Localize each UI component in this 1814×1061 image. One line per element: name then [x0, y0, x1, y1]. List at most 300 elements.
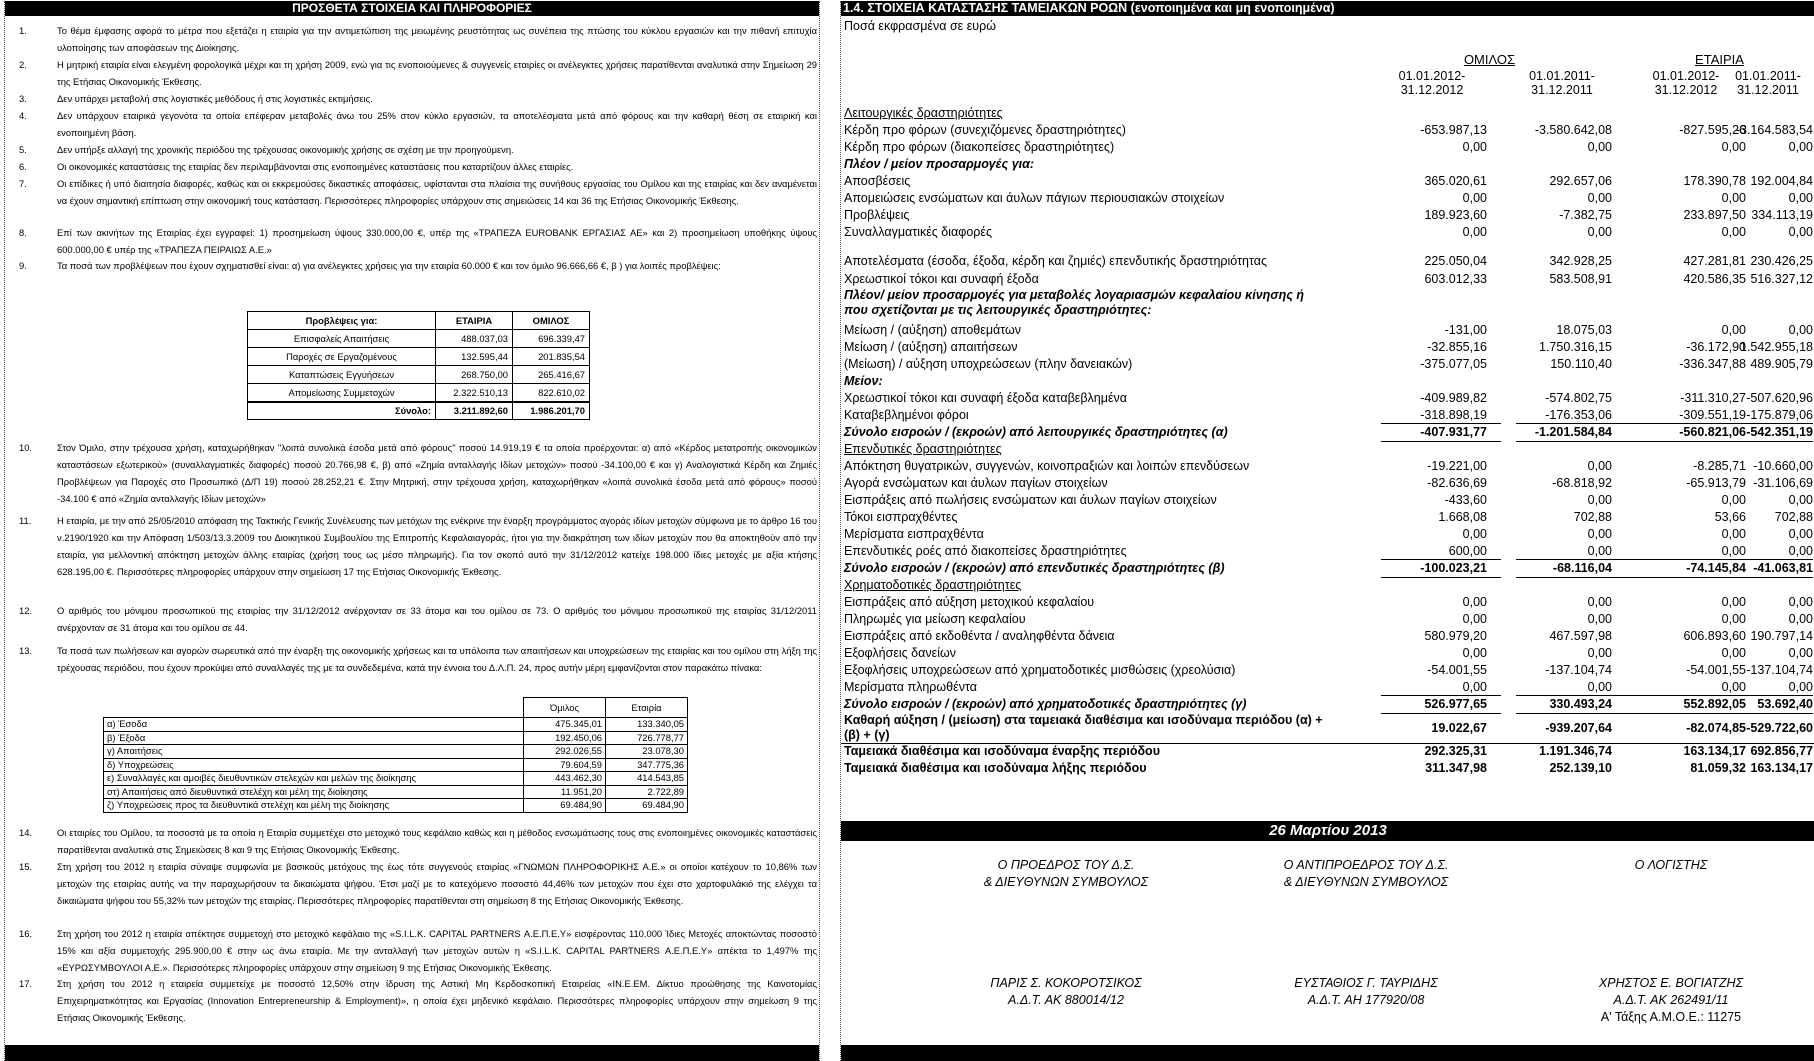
- cash-flow-value: 606.893,60: [1683, 629, 1746, 643]
- cash-flow-label: Χρεωστικοί τόκοι και συναφή έξοδα καταβεβλημένα: [844, 391, 1127, 405]
- note-number: 8.: [19, 227, 27, 238]
- cash-flow-value: 0,00: [1721, 595, 1746, 609]
- cash-flow-value: 163.134,17: [1750, 761, 1813, 775]
- cash-flow-value: -19.221,00: [1427, 459, 1487, 473]
- cash-flow-value: -433,60: [1444, 493, 1487, 507]
- total-rule: [1381, 423, 1501, 424]
- provisions-cell: 268.750,00: [436, 366, 513, 384]
- cash-flow-value: -507.620,96: [1746, 391, 1813, 405]
- cash-flow-row: [841, 458, 1814, 475]
- related-header-blank: [104, 698, 524, 718]
- note-number: 15.: [19, 861, 33, 872]
- cash-flow-value: 0,00: [1462, 191, 1487, 205]
- cash-flow-row: [841, 696, 1814, 713]
- related-cell: 23.078,30: [606, 745, 688, 759]
- cash-flow-value: 53,66: [1714, 510, 1746, 524]
- cash-flow-row: [841, 322, 1814, 339]
- provisions-header: ΕΤΑΙΡΙΑ: [436, 312, 513, 330]
- related-row: [104, 772, 688, 786]
- note-text: Στον Όμιλο, στην τρέχουσα χρήση, καταχωρήθηκαν "λοιπά συνολικά έσοδα μετά από φόρους" ποσού 14.919,19 € τα οποία προέρχονται: α) από «Κέρδος μετατροπής οικονομικών καταστάσεων εξωτερικού» (συναλλαγματικές διαφορές) ποσού 20.766,98 €, β) από «Ζημία ανταλλαγής Ιδίων μετοχών» ποσού -34.100,00 € και γ) Αναλογιστικά Κέρδη και Ζημιές Προβλέψεων για Παροχές στο Προσωπικό (Δ/Π 19) ποσού 28.252,21 €. Στην Μητρική, στην τρέχουσα χρήση, καταχωρήθηκαν «λοιπά συνολικά έσοδα μετά από φόρους» ποσού -34.100 € από «Ζημία ανταλλαγής Ιδίων μετοχών»: [57, 442, 817, 504]
- cash-flow-label: Σύνολο εισροών / (εκροών) από λειτουργικές δραστηριότητες (α): [844, 425, 1228, 439]
- provisions-row: [248, 384, 590, 402]
- provisions-row: [248, 366, 590, 384]
- cash-flow-row: [841, 475, 1814, 492]
- cash-flow-value: -137.104,74: [1746, 663, 1813, 677]
- related-cell: 347.775,36: [606, 758, 688, 772]
- cash-flow-label: Καθαρή αύξηση / (μείωση) στα ταμειακά διαθέσιμα και ισοδύναμα περιόδου (α) + (β) + (γ): [844, 713, 1323, 742]
- related-cell: δ) Υποχρεώσεις: [104, 758, 524, 772]
- cash-flow-value: -68.116,04: [1552, 561, 1612, 575]
- cash-flow-row: [841, 288, 1814, 322]
- cash-flow-value: -939.207,64: [1545, 721, 1612, 735]
- provisions-cell: 201.835,54: [513, 348, 590, 366]
- cash-flow-row: [841, 271, 1814, 288]
- cash-flow-row: [841, 713, 1814, 743]
- cash-flow-label: Αποτελέσματα (έσοδα, έξοδα, κέρδη και ζημιές) επενδυτικής δραστηριότητας: [844, 254, 1267, 268]
- note-number: 3.: [19, 93, 27, 104]
- provisions-cell: Επισφαλείς Απαιτήσεις: [248, 330, 436, 348]
- cash-flow-value: -54.001,55: [1427, 663, 1487, 677]
- cash-flow-label: Αποσβέσεις: [844, 174, 911, 188]
- period-header-company-2011: 01.01.2011- 31.12.2011: [1735, 69, 1801, 97]
- cash-flow-value: 516.327,12: [1750, 272, 1813, 286]
- cash-flow-row: [841, 611, 1814, 628]
- provisions-cell: 265.416,67: [513, 366, 590, 384]
- cash-flow-value: 233.897,50: [1683, 208, 1746, 222]
- cash-flow-row: [841, 247, 1814, 271]
- cash-flow-row: [841, 628, 1814, 645]
- cash-flow-label: Εισπράξεις από εκδοθέντα / αναληφθέντα δάνεια: [844, 629, 1115, 643]
- cash-flow-value: 552.892,05: [1683, 697, 1746, 711]
- related-cell: 79.604,59: [524, 758, 606, 772]
- cash-flow-row: [841, 156, 1814, 173]
- cash-flow-value: 0,00: [1721, 225, 1746, 239]
- related-header: Όμιλος: [524, 698, 606, 718]
- related-cell: 11.951,20: [524, 785, 606, 799]
- provisions-row: [248, 348, 590, 366]
- related-row: [104, 785, 688, 799]
- related-cell: 133.340,05: [606, 718, 688, 732]
- cash-flow-row: [841, 373, 1814, 390]
- cash-flow-value: -7.382,75: [1559, 208, 1612, 222]
- cash-flow-label: Χρεωστικοί τόκοι και συναφή έξοδα: [844, 272, 1039, 286]
- note-number: 17.: [19, 978, 33, 989]
- cash-flow-value: 0,00: [1721, 191, 1746, 205]
- cash-flow-value: 0,00: [1587, 544, 1612, 558]
- company-column-header: ΕΤΑΙΡΙΑ: [1695, 52, 1744, 67]
- provisions-header: Προβλέψεις για:: [248, 312, 436, 330]
- cash-flow-value: 0,00: [1721, 493, 1746, 507]
- cash-flow-label: Εισπράξεις από πωλήσεις ενσώματων και άυλων παγίων στοιχείων: [844, 493, 1217, 507]
- cash-flow-value: 0,00: [1721, 544, 1746, 558]
- cash-flow-value: 702,88: [1573, 510, 1612, 524]
- cash-flow-value: -175.879,06: [1746, 408, 1813, 422]
- note-text: Επί των ακινήτων της Εταιρίας έχει εγγραφεί: 1) προσημείωση ύψους 330.000,00 €, υπέρ της «ΤΡΑΠΕΖΑ EUROBANK ΕΡΓΑΣΙΑΣ ΑΕ» και 2) προσημείωση υποθήκης ύψους 600.000,00 € υπέρ της «ΤΡΑΠΕΖΑ ΠΕΙΡΑΙΩΣ Α.Ε.»: [57, 227, 817, 255]
- cash-flow-value: 81.059,32: [1690, 761, 1746, 775]
- cash-flow-value: 600,00: [1448, 544, 1487, 558]
- note-text: Τα ποσά των πωλήσεων και αγορών σωρευτικά από την έναρξη της οικονομικής χρήσεως και τα υπόλοιπα των απαιτήσεων και υποχρεώσεων της εταιρίας και του ομίλου στη λήξη της τρέχουσας περιόδου, που έχουν προκύψει από συναλλαγές της με τα συνδεδεμένα, κατά την έννοια του Δ.Λ.Π. 24, προς αυτήν μέρη εμφανίζονται στον παρακάτω πίνακα:: [57, 645, 817, 673]
- cash-flow-row: [841, 441, 1814, 458]
- total-rule: [1516, 559, 1636, 560]
- cash-flow-value: 702,88: [1774, 510, 1813, 524]
- related-parties-table: [103, 697, 688, 813]
- cash-flow-value: 467.597,98: [1549, 629, 1612, 643]
- cash-flow-value: -137.104,74: [1545, 663, 1612, 677]
- cash-flow-value: -542.351,19: [1746, 425, 1813, 439]
- cash-flow-value: 18.075,03: [1556, 323, 1612, 337]
- cash-flow-label: Αγορά ενσώματων και άυλων παγίων στοιχείων: [844, 476, 1108, 490]
- cash-flow-value: -8.285,71: [1693, 459, 1746, 473]
- provisions-table: [247, 311, 590, 420]
- note-number: 5.: [19, 144, 27, 155]
- cash-flow-row: [841, 760, 1814, 777]
- cash-flow-value: 0,00: [1788, 225, 1813, 239]
- cash-flow-value: 0,00: [1587, 612, 1612, 626]
- related-cell: α) Έσοδα: [104, 718, 524, 732]
- report-date: 26 Μαρτίου 2013: [841, 821, 1814, 841]
- cash-flow-value: 0,00: [1721, 140, 1746, 154]
- cash-flow-value: 0,00: [1587, 225, 1612, 239]
- group-column-header: ΟΜΙΛΟΣ: [1463, 52, 1516, 67]
- cash-flow-value: 583.508,91: [1549, 272, 1612, 286]
- provisions-cell: 696.339,47: [513, 330, 590, 348]
- cash-flow-label: Κέρδη προ φόρων (διακοπείσες δραστηριότητες): [844, 140, 1115, 154]
- cash-flow-value: 230.426,25: [1750, 254, 1813, 268]
- cash-flow-value: -82.636,69: [1427, 476, 1487, 490]
- cash-flow-value: -311.310,27: [1680, 391, 1746, 405]
- cash-flow-value: -409.989,82: [1420, 391, 1487, 405]
- cash-flow-label: Χρηματοδοτικές δραστηριότητες: [844, 578, 1022, 592]
- cash-flow-label: Ταμειακά διαθέσιμα και ισοδύναμα λήξης περιόδου: [844, 761, 1147, 775]
- cash-flow-row: [841, 492, 1814, 509]
- total-rule: [1516, 423, 1636, 424]
- cash-flow-value: 0,00: [1462, 646, 1487, 660]
- cash-flow-value: -653.987,13: [1420, 123, 1487, 137]
- signature-title: Ο ΛΟΓΙΣΤΗΣ: [1634, 858, 1708, 872]
- cash-flow-row: [841, 339, 1814, 356]
- provisions-total-cell: 1.986.201,70: [513, 402, 590, 420]
- related-cell: στ) Απαιτήσεις από διευθυντικά στελέχη και μέλη της διοίκησης: [104, 785, 524, 799]
- related-cell: 443.462,30: [524, 772, 606, 786]
- cash-flow-label: Προβλέψεις: [844, 208, 910, 222]
- cash-flow-value: 0,00: [1721, 527, 1746, 541]
- note-text: Οι εταιρίες του Ομίλου, τα ποσοστά με τα οποία η Εταιρία συμμετέχει στο μετοχικό τους κεφάλαιο καθώς και η μέθοδος ενσωμάτωσης τους στις ενοποιημένες οικονομικές καταστάσεις παρατίθενται αναλυτικά στις Σημειώσεις 8 και 9 της Ετήσιας Οικονομικής Έκθεσης.: [57, 827, 817, 855]
- provisions-total-row: [248, 402, 590, 420]
- note-text: Το θέμα έμφασης αφορά το μέτρα που εξετάζει η εταιρία για την αντιμετώπιση της μειωμένης ρευστότητας ως συνέπεια της πτώσης του κύκλου εργασιών και την πιθανή επιτυχία υλοποίησης των αποφάσεων της Διοίκησης.: [57, 25, 817, 53]
- cash-flow-value: 19.022,67: [1431, 721, 1487, 735]
- related-row: [104, 731, 688, 745]
- note-text: Δεν υπήρξε αλλαγή της χρονικής περιόδου της τρέχουσας οικονομικής χρήσης σε σχέση με την προηγούμενη.: [57, 144, 514, 155]
- signatory-name: ΠΑΡΙΣ Σ. ΚΟΚΟΡΟΤΣΙΚΟΣ Α.Δ.Τ. ΑΚ 880014/12: [990, 976, 1142, 1007]
- cash-flow-value: 0,00: [1788, 544, 1813, 558]
- cash-flow-value: -41.063,81: [1753, 561, 1813, 575]
- cash-flow-row: [841, 743, 1814, 760]
- signature-title: Ο ΠΡΟΕΔΡΟΣ ΤΟΥ Δ.Σ. & ΔΙΕΥΘΥΝΩΝ ΣΥΜΒΟΥΛΟΣ: [983, 858, 1149, 889]
- cash-flow-row: [841, 594, 1814, 611]
- cash-flow-label: Πληρωμές για μείωση κεφαλαίου: [844, 612, 1026, 626]
- cash-flow-row: [841, 122, 1814, 139]
- cash-flow-label: Τόκοι εισπραχθέντες: [844, 510, 958, 524]
- provisions-total-cell: 3.211.892,60: [436, 402, 513, 420]
- cash-flow-value: 0,00: [1462, 527, 1487, 541]
- cash-flow-value: -82.074,85: [1686, 721, 1746, 735]
- cash-flow-row: [841, 509, 1814, 526]
- cash-flow-value: -318.898,19: [1420, 408, 1487, 422]
- total-rule: [1381, 559, 1501, 560]
- note-text: Στη χρήση του 2012 η εταιρία σύναψε συμφωνία με βασικούς μετόχους της έως τότε συγγενούς εταιρίας «ΓΝΩΜΩΝ ΠΛΗΡΟΦΟΡΙΚΗΣ Α.Ε.» οι οποίοι κατέχουν το 10,86% των μετοχών της εταιρίας αυτής να την παραχωρήσουν τα δικαιώματα ψήφου. Έτσι μαζί με το κατεχόμενο ποσοστό 44,46% των μετοχών που έχει στο χαρτοφυλάκιό της ελέγχει τα δικαιώματα ψήφου του 55,32% των μετοχών της εταιρίας. Περισσότερες πληροφορίες παρατίθενται στη σημείωση 8 της Ετήσιας Οικονομικής Έκθεσης.: [57, 861, 817, 906]
- related-cell: 2.722,89: [606, 785, 688, 799]
- cash-flow-value: 53.692,40: [1757, 697, 1813, 711]
- note-number: 2.: [19, 59, 27, 70]
- note-number: 4.: [19, 110, 27, 121]
- cash-flow-value: 0,00: [1788, 612, 1813, 626]
- cash-flow-value: 0,00: [1788, 493, 1813, 507]
- related-cell: 414.543,85: [606, 772, 688, 786]
- cash-flow-value: 190.797,14: [1750, 629, 1813, 643]
- cash-flow-row: [841, 356, 1814, 373]
- related-cell: 726.778,77: [606, 731, 688, 745]
- period-header-group-2012: 01.01.2012- 31.12.2012: [1398, 69, 1466, 97]
- related-cell: 292.026,55: [524, 745, 606, 759]
- additional-info-panel: [4, 1, 820, 1061]
- cash-flow-label: Μερίσματα πληρωθέντα: [844, 680, 977, 694]
- cash-flow-label: (Μείωση) / αύξηση υποχρεώσεων (πλην δανειακών): [844, 357, 1133, 371]
- note-number: 16.: [19, 928, 33, 939]
- cash-flow-row: [841, 139, 1814, 156]
- cash-flow-value: -3.164.583,54: [1735, 123, 1813, 137]
- related-cell: γ) Απαιτήσεις: [104, 745, 524, 759]
- note-text: Στη χρήση του 2012 η εταιρία απέκτησε συμμετοχή στο μετοχικό κεφάλαιο της «S.I.L.K. CAPITAL PARTNERS Α.Ε.Π.Ε.Υ» εισφέροντας 110.000 Ίδιες Μετοχές αποκτώντας ποσοστό 15% και αξία συμμετοχής 295.900,00 € στην ως άνω εταιρία. Με την ανταλλαγή των μετοχών αυτών η «S.I.L.K. CAPITAL PARTNERS Α.Ε.Π.Ε.Υ» απέκτα το 1,497% της «ΕΥΡΩΣΥΜΒΟΥΛΟΙ Α.Ε.». Περισσότερες πληροφορίες υπάρχουν στην σημείωση 9 της Ετήσιας Οικονομικής Έκθεσης.: [57, 928, 817, 973]
- related-cell: ε) Συναλλαγές και αμοιβές διευθυντικών στελεχών και μελών της διοίκησης: [104, 772, 524, 786]
- cash-flow-title: 1.4. ΣΤΟΙΧΕΙΑ ΚΑΤΑΣΤΑΣΗΣ ΤΑΜΕΙΑΚΩΝ ΡΟΩΝ (ενοποιημένα και μη ενοποιημένα): [841, 1, 1814, 16]
- note-text: Στη χρήση του 2012 η εταιρεία συμμετείχε με ποσοστό 12,50% στην ίδρυση της Αστική Μη Κερδοσκοπική Εταιρείας «IN.E.EM. Δίκτυο προώθησης της Καινοτομίας Επιχειρηματικότητας και Εργασίας (Innovation Entrepreneurship & Employment)», η οποία έχει μηδενικό κεφάλαιο. Περισσότερες πληροφορίες υπάρχουν στην σημείωση 9 της Ετήσιας Οικονομικής Έκθεσης.: [57, 978, 817, 1023]
- signatory-name: ΕΥΣΤΑΘΙΟΣ Γ. ΤΑΥΡΙΔΗΣ Α.Δ.Τ. ΑΗ 177920/08: [1294, 976, 1438, 1007]
- cash-flow-label: Καταβεβλημένοι φόροι: [844, 408, 969, 422]
- cash-flow-value: -375.077,05: [1420, 357, 1487, 371]
- cash-flow-label: Συναλλαγματικές διαφορές: [844, 225, 993, 239]
- cash-flow-row: [841, 645, 1814, 662]
- provisions-cell: 822.610,02: [513, 384, 590, 402]
- cash-flow-label: Κέρδη προ φόρων (συνεχιζόμενες δραστηριότητες): [844, 123, 1126, 137]
- provisions-header: ΟΜΙΛΟΣ: [513, 312, 590, 330]
- total-rule: [1381, 695, 1501, 696]
- cash-flow-label: Απομειώσεις ενσώματων και άυλων πάγιων περιουσιακών στοιχείων: [844, 191, 1225, 205]
- cash-flow-row: [841, 173, 1814, 190]
- cash-flow-row: [841, 679, 1814, 696]
- note-number: 9.: [19, 260, 27, 271]
- related-cell: β) Έξοδα: [104, 731, 524, 745]
- cash-flow-value: -10.660,00: [1753, 459, 1813, 473]
- cash-flow-value: 0,00: [1587, 646, 1612, 660]
- cash-flow-value: -54.001,55: [1686, 663, 1746, 677]
- cash-flow-value: 0,00: [1788, 646, 1813, 660]
- cash-flow-row: [841, 407, 1814, 424]
- cash-flow-value: 427.281,81: [1683, 254, 1746, 268]
- cash-flow-label: Λειτουργικές δραστηριότητες: [844, 106, 1003, 120]
- cash-flow-value: 292.657,06: [1549, 174, 1612, 188]
- note-number: 14.: [19, 827, 33, 838]
- cash-flow-value: 252.139,10: [1549, 761, 1612, 775]
- cash-flow-value: 365.020,61: [1424, 174, 1487, 188]
- cash-flow-value: 163.134,17: [1683, 744, 1746, 758]
- related-row: [104, 799, 688, 813]
- cash-flow-value: 0,00: [1587, 459, 1612, 473]
- cash-flow-row: [841, 526, 1814, 543]
- cash-flow-value: 526.977,65: [1424, 697, 1487, 711]
- cash-flow-value: 189.923,60: [1424, 208, 1487, 222]
- provisions-total-cell: Σύνολο:: [248, 402, 436, 420]
- period-header-company-2012: 01.01.2012- 31.12.2012: [1652, 69, 1720, 97]
- cash-flow-value: 334.113,19: [1751, 208, 1813, 222]
- cash-flow-label: Σύνολο εισροών / (εκροών) από επενδυτικές δραστηριότητες (β): [844, 561, 1225, 575]
- cash-flow-value: 0,00: [1587, 595, 1612, 609]
- additional-info-title: ΠΡΟΣΘΕΤΑ ΣΤΟΙΧΕΙΑ ΚΑΙ ΠΛΗΡΟΦΟΡΙΕΣ: [5, 1, 819, 16]
- cash-flow-value: 420.586,35: [1683, 272, 1746, 286]
- related-row: [104, 758, 688, 772]
- cash-flow-value: 0,00: [1788, 191, 1813, 205]
- related-cell: 475.345,01: [524, 718, 606, 732]
- cash-flow-row: [841, 424, 1814, 441]
- cash-flow-label: Επενδυτικές ροές από διακοπείσες δραστηριότητες: [844, 544, 1127, 558]
- cash-flow-value: 0,00: [1462, 140, 1487, 154]
- cash-flow-value: -176.353,06: [1545, 408, 1612, 422]
- cash-flow-value: -100.023,21: [1420, 561, 1487, 575]
- note-number: 13.: [19, 645, 33, 656]
- cash-flow-label: Απόκτηση θυγατρικών, συγγενών, κοινοπραξιών και λοιπών επενδύσεων: [844, 459, 1250, 473]
- cash-flow-row: [841, 224, 1814, 241]
- note-text: Οι επίδικες ή υπό διαιτησία διαφορές, καθώς και οι εκκρεμούσες δικαστικές αποφάσεις, υφίστανται στα πλαίσια της συνήθους εργασίας του Ομίλου και της εταιρίας και δεν αναμένεται να έχουν σημαντική επίπτωση στην οικονομική τους κατάσταση. Περισσότερες πληροφορίες υπάρχουν στις σημειώσεις 14 και 36 της Ετήσιας Οικονομικής Έκθεσης.: [57, 178, 817, 206]
- related-header: Εταιρία: [606, 698, 688, 718]
- cash-flow-value: 1.668,08: [1438, 510, 1487, 524]
- cash-flow-value: -574.802,75: [1545, 391, 1612, 405]
- cash-flow-panel: [840, 1, 1814, 1061]
- cash-flow-label: Μερίσματα εισπραχθέντα: [844, 527, 984, 541]
- total-rule: [1715, 423, 1813, 424]
- cash-flow-label: Εισπράξεις από αύξηση μετοχικού κεφαλαίου: [844, 595, 1095, 609]
- cash-flow-label: Ταμειακά διαθέσιμα και ισοδύναμα έναρξης περιόδου: [844, 744, 1160, 758]
- cash-flow-value: 0,00: [1721, 612, 1746, 626]
- cash-flow-row: [841, 207, 1814, 224]
- cash-flow-value: 0,00: [1587, 191, 1612, 205]
- cash-flow-value: 342.928,25: [1549, 254, 1612, 268]
- provisions-cell: 132.595,44: [436, 348, 513, 366]
- cash-flow-value: 0,00: [1587, 140, 1612, 154]
- note-text: Η μητρική εταιρία είναι ελεγμένη φορολογικά μέχρι και τη χρήση 2009, ενώ για τις ενοποιούμενες & συγγενείς εταιρίες οι ανέλεγκτες χρήσεις παρατίθενται αναλυτικά στην Σημείωση 29 της Ετήσιας Οικονομικής Έκθεσης.: [57, 59, 817, 87]
- note-number: 12.: [19, 605, 33, 616]
- cash-flow-value: 0,00: [1788, 323, 1813, 337]
- provisions-row: [248, 330, 590, 348]
- signature-title: Ο ΑΝΤΙΠΡΟΕΔΡΟΣ ΤΟΥ Δ.Σ. & ΔΙΕΥΘΥΝΩΝ ΣΥΜΒΟΥΛΟΣ: [1283, 858, 1449, 889]
- cash-flow-label: Εξοφλήσεις υποχρεώσεων από χρηματοδοτικές μισθώσεις (χρεολύσια): [844, 663, 1236, 677]
- signatory-name: ΧΡΗΣΤΟΣ Ε. ΒΟΓΙΑΤΖΗΣ Α.Δ.Τ. ΑΚ 262491/11 Α' Τάξης Α.Μ.Ο.Ε.: 11275: [1598, 976, 1744, 1024]
- cash-flow-value: 192.004,84: [1750, 174, 1813, 188]
- related-cell: 192.450,06: [524, 731, 606, 745]
- note-text: Ο αριθμός του μόνιμου προσωπικού της εταιρίας την 31/12/2012 ανέρχονταν σε 33 άτομα και του ομίλου σε 73. Ο αριθμός του μόνιμου προσωπικού της εταιρίας 31/12/2011 ανέρχονταν σε 31 άτομα και του ομίλου σε 44.: [57, 605, 817, 633]
- cash-flow-value: 150.110,40: [1550, 357, 1612, 371]
- related-cell: ζ) Υποχρεώσεις προς τα διευθυντικά στελέχη και μέλη της διοίκησης: [104, 799, 524, 813]
- provisions-cell: 488.037,03: [436, 330, 513, 348]
- cash-flow-value: -31.106,69: [1753, 476, 1813, 490]
- cash-flow-value: 0,00: [1721, 646, 1746, 660]
- cash-flow-value: 0,00: [1462, 595, 1487, 609]
- cash-flow-value: -36.172,90: [1686, 340, 1746, 354]
- cash-flow-value: 311.347,98: [1425, 761, 1487, 775]
- note-number: 11.: [19, 515, 32, 526]
- cash-flow-value: 0,00: [1788, 527, 1813, 541]
- note-text: Δεν υπάρχουν εταιρικά γεγονότα τα οποία επέφεραν μεταβολές άνω του 25% στον κύκλο εργασιών, τα αποτελέσματα μετά από φόρους και την καθαρή θέση σε εταιρική και ενοποιημένη βάση.: [57, 110, 817, 138]
- provisions-cell: Απομείωσης Συμμετοχών: [248, 384, 436, 402]
- related-cell: 69.484,90: [606, 799, 688, 813]
- cash-flow-row: [841, 105, 1814, 122]
- cash-flow-value: 0,00: [1587, 527, 1612, 541]
- cash-flow-value: 225.050,04: [1424, 254, 1487, 268]
- cash-flow-value: -336.347,88: [1679, 357, 1746, 371]
- cash-flow-value: 0,00: [1788, 140, 1813, 154]
- cash-flow-value: -74.145,84: [1686, 561, 1746, 575]
- related-row: [104, 745, 688, 759]
- note-text: Η εταιρία, με την από 25/05/2010 απόφαση της Τακτικής Γενικής Συνέλευσης των μετόχων της ενέκρινε την έναρξη προγράμματος αγοράς ιδίων μετοχών σύμφωνα με το άρθρο 16 του ν.2190/1920 και την Απόφαση 1/503/13.3.2009 του Διοικητικού Συμβουλίου της Επιτροπής Κεφαλαιαγοράς, ήτοι για την διακράτηση των ιδίων μετοχών που θα αποκτηθούν από την εταιρία, για μελλοντική απόκτηση μετοχών άλλης εταιρίας (χρήση τους ως μέσο πληρωμής). Για τον σκοπό αυτό την 31/12/2012 κατείχε 198.000 ίδιες μετοχές με αξία κτήσης 628.195,00 €. Περισσότερες πληροφορίες υπάρχουν στην σημείωση 17 της Ετήσιας Οικονομικής Έκθεσης.: [57, 515, 817, 577]
- note-number: 7.: [19, 178, 27, 189]
- provisions-cell: Καταπτώσεις Εγγυήσεων: [248, 366, 436, 384]
- cash-flow-row: [841, 577, 1814, 594]
- left-bottom-bar: [5, 1045, 819, 1061]
- note-text: Οι οικονομικές καταστάσεις της εταιρίας δεν περιλαμβάνονται στις ενοποιημένες καταστάσεις που καταρτίζουν άλλες εταιρίες.: [57, 161, 574, 172]
- cash-flow-row: [841, 390, 1814, 407]
- related-cell: 69.484,90: [524, 799, 606, 813]
- provisions-cell: Παροχές σε Εργαζομένους: [248, 348, 436, 366]
- cash-flow-value: 0,00: [1721, 323, 1746, 337]
- cash-flow-value: -1.201.584,84: [1534, 425, 1612, 439]
- cash-flow-value: -131,00: [1444, 323, 1487, 337]
- cash-flow-row: [841, 560, 1814, 577]
- cash-flow-value: 1.542.955,18: [1740, 340, 1813, 354]
- cash-flow-value: -32.855,16: [1427, 340, 1487, 354]
- note-text: Δεν υπάρχει μεταβολή στις λογιστικές μεθόδους ή στις λογιστικές εκτιμήσεις.: [57, 93, 373, 104]
- cash-flow-value: 178.390,78: [1683, 174, 1746, 188]
- cash-flow-label: Μείωση / (αύξηση) αποθεμάτων: [844, 323, 1022, 337]
- cash-flow-value: 489.905,79: [1750, 357, 1813, 371]
- cash-flow-value: -309.551,19: [1679, 408, 1746, 422]
- cash-flow-value: -3.580.642,08: [1534, 123, 1612, 137]
- cash-flow-label: Σύνολο εισροών / (εκροών) από χρηματοδοτικές δραστηριότητες (γ): [844, 697, 1247, 711]
- cash-flow-value: -827.595,26: [1679, 123, 1746, 137]
- cash-flow-row: [841, 543, 1814, 560]
- note-number: 1.: [19, 25, 27, 36]
- related-row: [104, 718, 688, 732]
- cash-flow-value: 1.191.346,74: [1539, 744, 1612, 758]
- total-rule: [1715, 559, 1813, 560]
- cash-flow-value: 603.012,33: [1424, 272, 1487, 286]
- cash-flow-label: Πλέον / μείον προσαρμογές για:: [844, 157, 1035, 171]
- cash-flow-value: -407.931,77: [1420, 425, 1487, 439]
- cash-flow-value: 0,00: [1587, 680, 1612, 694]
- cash-flow-label: Πλέον/ μείον προσαρμογές για μεταβολές λογαριασμών κεφαλαίου κίνησης ή που σχετίζονται με τις λειτουργικές δραστηριότητες:: [844, 288, 1304, 317]
- note-number: 10.: [19, 442, 33, 453]
- total-rule: [1516, 695, 1636, 696]
- note-number: 6.: [19, 161, 27, 172]
- total-rule: [1715, 695, 1813, 696]
- cash-flow-label: Εξοφλήσεις δανείων: [844, 646, 956, 660]
- cash-flow-value: -529.722,60: [1746, 721, 1813, 735]
- cash-flow-value: 0,00: [1788, 680, 1813, 694]
- note-text: Τα ποσά των προβλέψεων που έχουν σχηματισθεί είναι: α) για ανέλεγκτες χρήσεις για την εταιρία 60.000 € και τον όμιλο 96.666,66 €, β ) για λοιπές προβλέψεις:: [57, 260, 721, 271]
- cash-flow-value: 0,00: [1462, 225, 1487, 239]
- cash-flow-value: -68.818,92: [1552, 476, 1612, 490]
- cash-flow-value: 692.856,77: [1750, 744, 1813, 758]
- cash-flow-label: Μείωση / (αύξηση) απαιτήσεων: [844, 340, 1018, 354]
- cash-flow-label: Επενδυτικές δραστηριότητες: [844, 442, 1002, 456]
- cash-flow-value: 0,00: [1587, 493, 1612, 507]
